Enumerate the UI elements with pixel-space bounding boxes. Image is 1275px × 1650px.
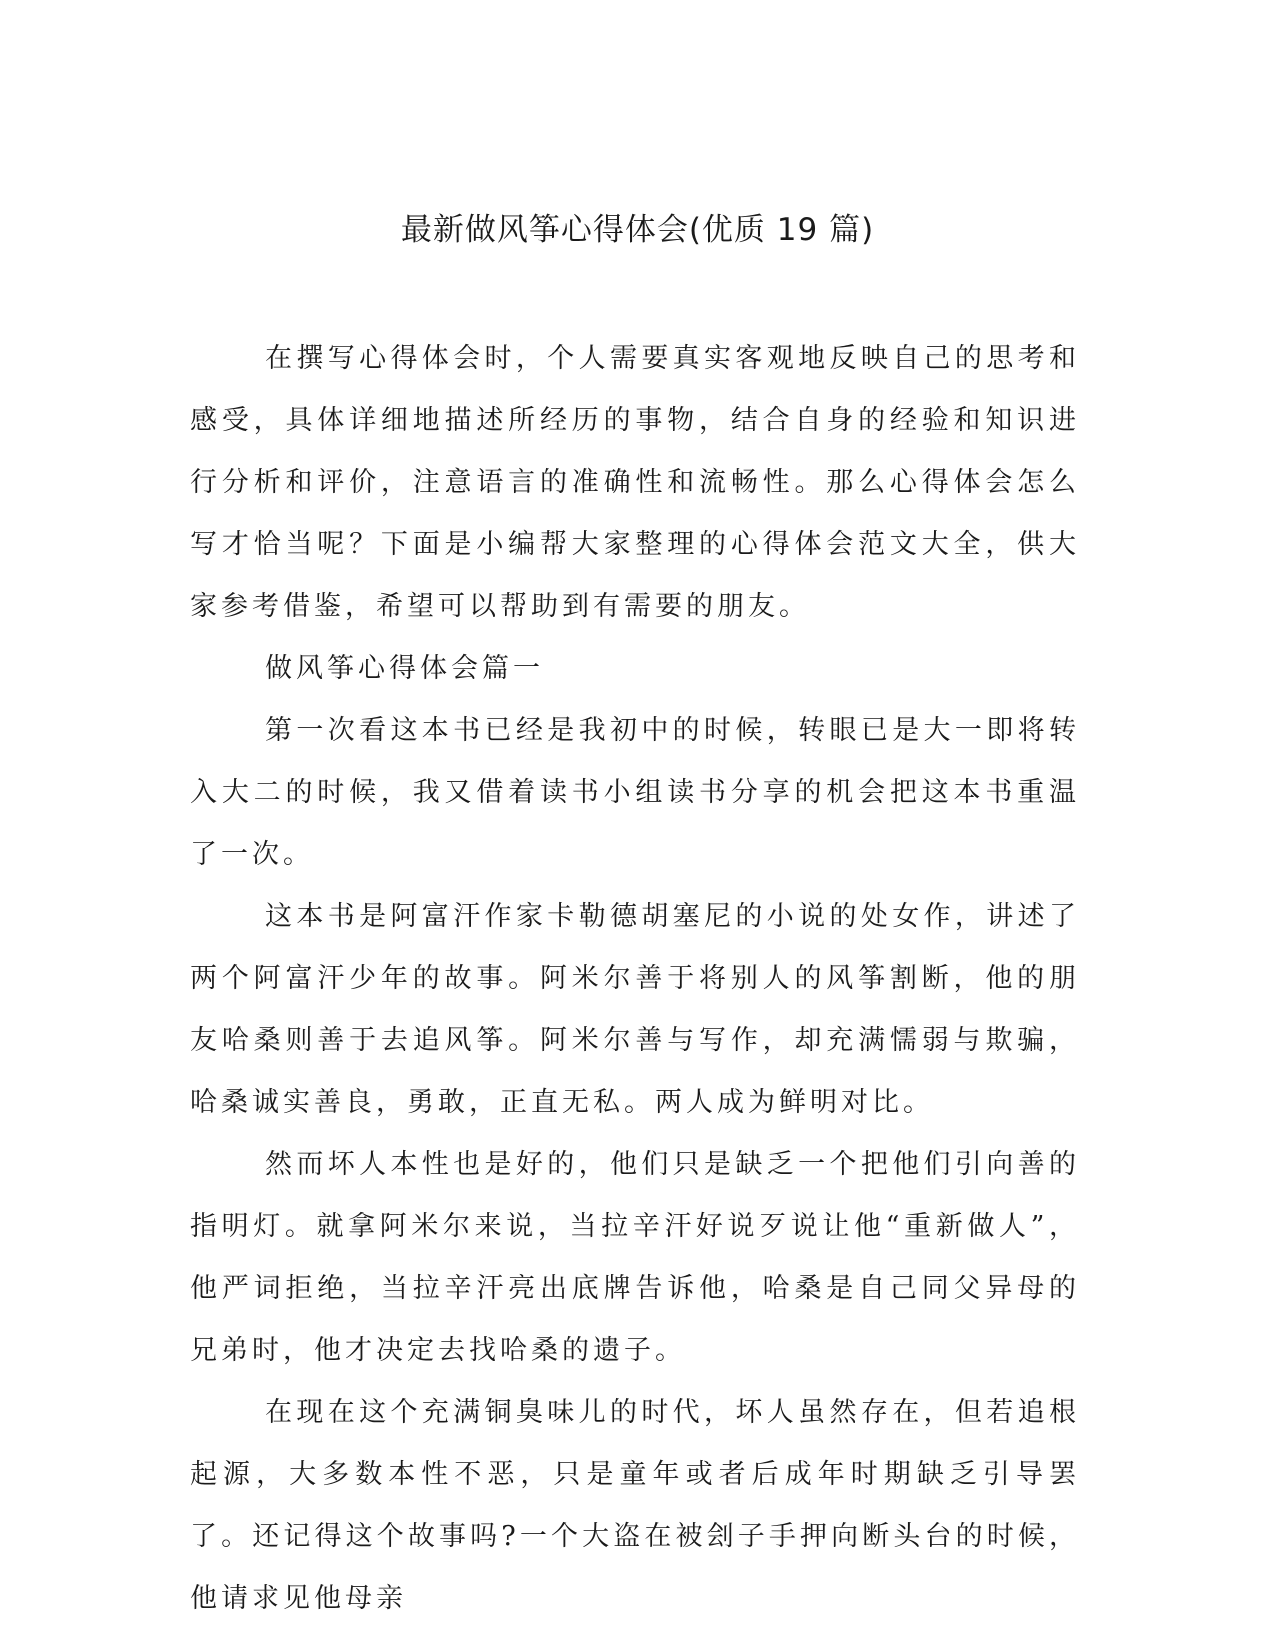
document-title: 最新做风筝心得体会(优质 19 篇): [400, 212, 875, 248]
intro-paragraph: 在撰写心得体会时，个人需要真实客观地反映自己的思考和感受，具体详细地描述所经历的事物，结合自身的经验和知识进行分析和评价，注意语言的准确性和流畅性。那么心得体会怎么写才恰当呢？下面是小编帮大家整理的心得体会范文大全，供大家参考借鉴，希望可以帮助到有需要的朋友。: [190, 343, 1080, 622]
body-paragraph: 这本书是阿富汗作家卡勒德胡塞尼的小说的处女作，讲述了两个阿富汗少年的故事。阿米尔善于将别人的风筝割断，他的朋友哈桑则善于去追风筝。阿米尔善与写作，却充满懦弱与欺骗，哈桑诚实善良，勇敢，正直无私。两人成为鲜明对比。: [190, 901, 1080, 1118]
document-body: [190, 328, 1080, 1630]
body-paragraph: 在现在这个充满铜臭味儿的时代，坏人虽然存在，但若追根起源，大多数本性不恶，只是童年或者后成年时期缺乏引导罢了。还记得这个故事吗?一个大盗在被刽子手押向断头台的时候，他请求见他母亲: [190, 1397, 1080, 1614]
section-heading: 做风筝心得体会篇一: [265, 653, 544, 684]
body-paragraph: 第一次看这本书已经是我初中的时候，转眼已是大一即将转入大二的时候，我又借着读书小组读书分享的机会把这本书重温了一次。: [190, 715, 1080, 870]
body-paragraph: 然而坏人本性也是好的，他们只是缺乏一个把他们引向善的指明灯。就拿阿米尔来说，当拉辛汗好说歹说让他“重新做人”，他严词拒绝，当拉辛汗亮出底牌告诉他，哈桑是自己同父异母的兄弟时，他才决定去找哈桑的遗子。: [190, 1149, 1080, 1366]
